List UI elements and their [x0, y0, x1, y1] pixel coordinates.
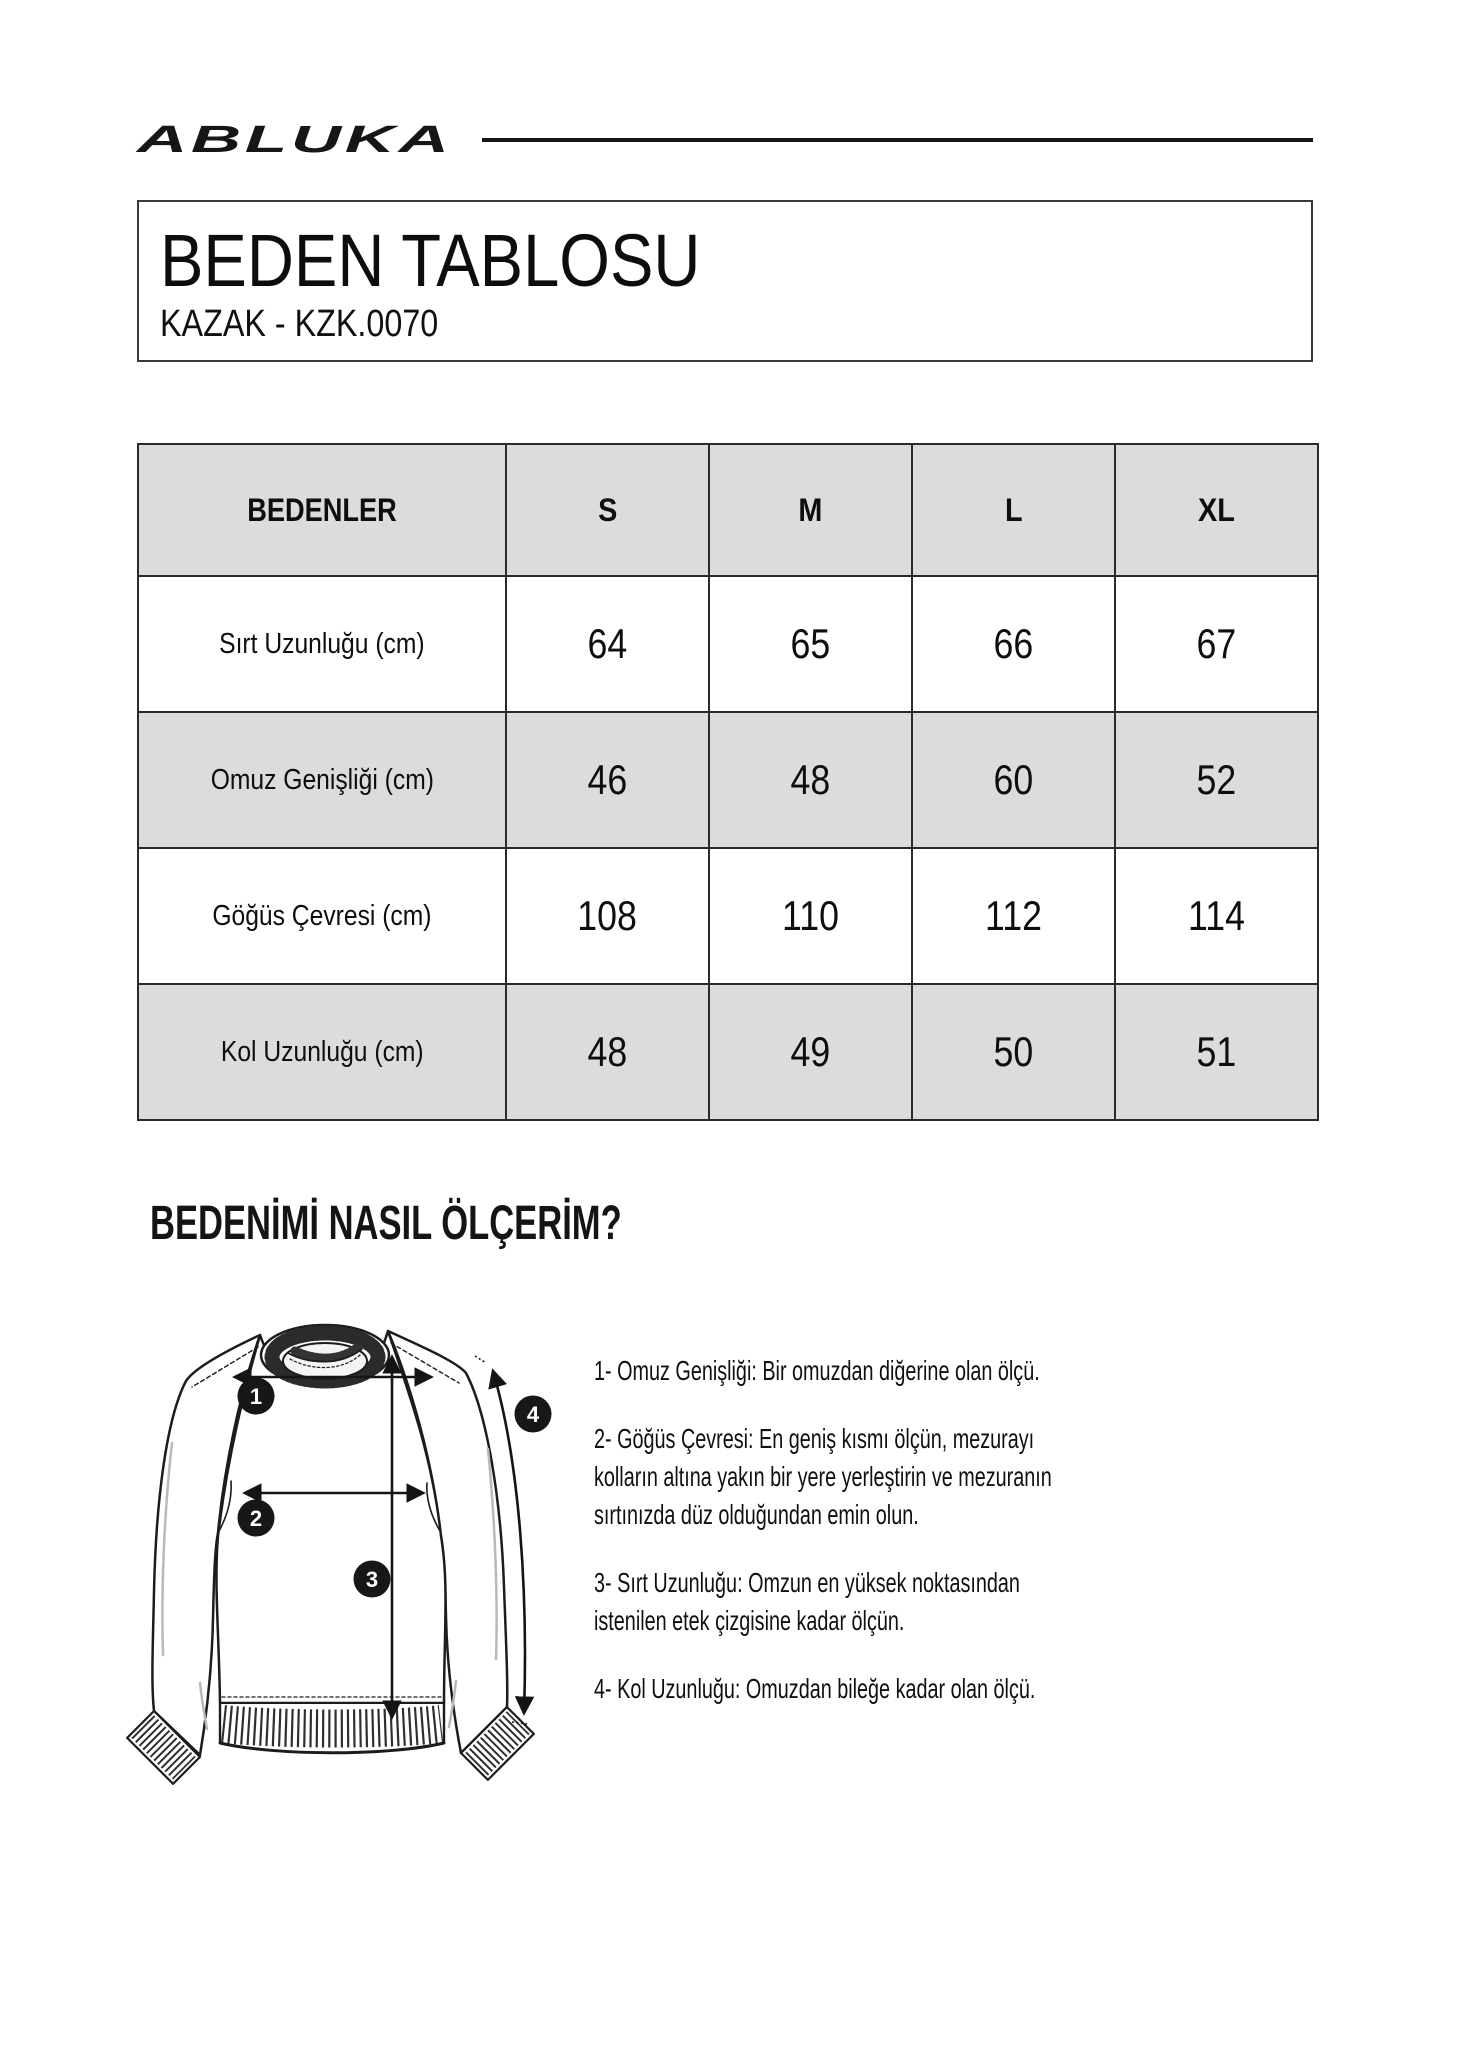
sweater-diagram: [110, 1293, 590, 1793]
hem-band: [220, 1697, 444, 1753]
table-row-back-length: [138, 576, 1318, 712]
badge-1: [238, 1378, 275, 1415]
table-row-sleeve-length: [138, 984, 1318, 1120]
size-table-header-row: [138, 444, 1318, 576]
table-row-shoulder-width: [138, 712, 1318, 848]
cell-value: 114: [1115, 848, 1318, 984]
cell-value: 60: [912, 712, 1115, 848]
col-header-s: S: [506, 444, 709, 576]
brand-logo-text: ABLUKA: [137, 118, 453, 161]
page-title: BEDEN TABLOSU: [160, 219, 701, 302]
cell-value: 112: [912, 848, 1115, 984]
cell-value: 50: [912, 984, 1115, 1120]
cell-value: 108: [506, 848, 709, 984]
row-label: Kol Uzunluğu (cm): [138, 984, 506, 1120]
svg-text:4: 4: [526, 1402, 540, 1427]
row-label: Sırt Uzunluğu (cm): [138, 576, 506, 712]
cell-value: 52: [1115, 712, 1318, 848]
instruction-sleeve: 4- Kol Uzunluğu: Omuzdan bileğe kadar olan ölçü.: [594, 1672, 1036, 1704]
col-header-l: L: [912, 444, 1115, 576]
cell-value: 48: [506, 984, 709, 1120]
col-header-sizes: BEDENLER: [138, 444, 506, 576]
brand-header: [137, 112, 1313, 168]
row-label: Göğüs Çevresi (cm): [138, 848, 506, 984]
svg-text:1: 1: [249, 1384, 263, 1409]
svg-text:3: 3: [365, 1567, 379, 1592]
cell-value: 65: [709, 576, 912, 712]
cell-value: 51: [1115, 984, 1318, 1120]
instructions-list: [594, 1352, 1084, 1738]
instruction-back: 3- Sırt Uzunluğu: Omzun en yüksek noktasından istenilen etek çizgisine kadar ölçün.: [594, 1566, 1020, 1636]
col-header-m: M: [709, 444, 912, 576]
badge-4: [515, 1396, 552, 1433]
badge-3: [354, 1561, 391, 1598]
cell-value: 49: [709, 984, 912, 1120]
row-label: Omuz Genişliği (cm): [138, 712, 506, 848]
svg-text:2: 2: [249, 1506, 263, 1531]
col-header-xl: XL: [1115, 444, 1318, 576]
sweater-garment: [127, 1325, 534, 1784]
logo-rule: [482, 138, 1313, 142]
cell-value: 46: [506, 712, 709, 848]
badge-2: [238, 1500, 275, 1537]
how-to-heading: BEDENİMİ NASIL ÖLÇERİM?: [150, 1197, 622, 1250]
title-card: [137, 200, 1313, 362]
cell-value: 64: [506, 576, 709, 712]
size-table: [137, 443, 1319, 1121]
product-code: KAZAK - KZK.0070: [160, 302, 439, 345]
cell-value: 48: [709, 712, 912, 848]
table-row-chest: [138, 848, 1318, 984]
instruction-chest: 2- Göğüs Çevresi: En geniş kısmı ölçün, mezurayı kolların altına yakın bir yere yerleştirin ve mezuranın sırtınızda düz olduğundan emin olun.: [594, 1422, 1052, 1530]
cell-value: 110: [709, 848, 912, 984]
cell-value: 67: [1115, 576, 1318, 712]
brand-logo: [137, 119, 482, 162]
cell-value: 66: [912, 576, 1115, 712]
instruction-shoulder: 1- Omuz Genişliği: Bir omuzdan diğerine olan ölçü.: [594, 1355, 1040, 1386]
